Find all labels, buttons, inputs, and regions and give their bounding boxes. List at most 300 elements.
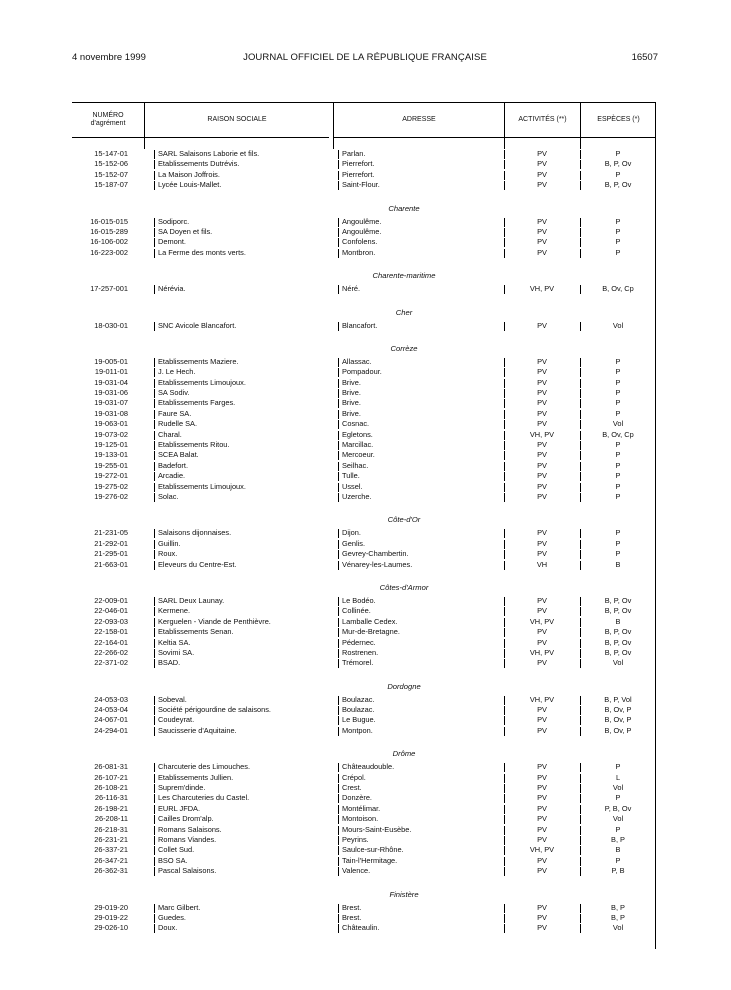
- department-heading: Charente-maritime: [372, 271, 436, 281]
- row-separator-tick: [580, 379, 581, 388]
- row-separator-tick: [154, 399, 155, 408]
- activities: PV: [537, 793, 547, 803]
- agreement-number: 19-073-02: [94, 429, 128, 439]
- activities: PV: [537, 824, 547, 834]
- agreement-number: 19-031-06: [94, 388, 128, 398]
- row-separator-tick: [580, 462, 581, 471]
- company-name: Doux.: [158, 923, 178, 933]
- address: Saulce-sur-Rhône.: [342, 845, 404, 855]
- activities: PV: [537, 419, 547, 429]
- company-name: Sodiporc.: [158, 216, 190, 226]
- row-separator-tick: [154, 561, 155, 570]
- table-row: [72, 923, 656, 933]
- species: P: [615, 538, 621, 548]
- species: P: [615, 491, 621, 501]
- row-separator-tick: [504, 607, 505, 616]
- company-name: Salaisons dijonnaises.: [158, 528, 232, 538]
- address: Confolens.: [342, 237, 378, 247]
- company-name: EURL JFDA.: [158, 803, 201, 813]
- agreement-number: 26-116-31: [94, 793, 128, 803]
- row-separator-tick: [154, 904, 155, 913]
- table-row: [72, 528, 656, 538]
- row-separator-tick: [338, 618, 339, 627]
- row-separator-tick: [154, 550, 155, 559]
- row-separator-tick: [580, 431, 581, 440]
- company-name: Kermene.: [158, 606, 191, 616]
- agreement-number: 22-093-03: [94, 616, 128, 626]
- agreement-number: 21-231-05: [94, 528, 128, 538]
- activities: PV: [537, 226, 547, 236]
- row-separator-tick: [504, 160, 505, 169]
- agreement-number: 21-295-01: [94, 549, 128, 559]
- activities: PV: [537, 460, 547, 470]
- group-spacer: [72, 736, 656, 745]
- activities: PV: [537, 528, 547, 538]
- company-name: SA Sodiv.: [158, 388, 190, 398]
- address: Cosnac.: [342, 419, 370, 429]
- activities: PV: [537, 803, 547, 813]
- table-row: [72, 357, 656, 367]
- species: P: [615, 460, 621, 470]
- address: Saint-Flour.: [342, 180, 380, 190]
- table-row: [72, 367, 656, 377]
- species: B: [615, 845, 621, 855]
- agreement-number: 15-147-01: [94, 149, 128, 158]
- row-separator-tick: [338, 399, 339, 408]
- row-separator-tick: [338, 358, 339, 367]
- company-name: Etablissements Ritou.: [158, 440, 230, 450]
- row-separator-tick: [504, 493, 505, 502]
- row-separator-tick: [504, 826, 505, 835]
- activities: PV: [537, 762, 547, 772]
- agreement-number: 22-158-01: [94, 627, 128, 637]
- address: Marcillac.: [342, 440, 374, 450]
- row-separator-tick: [580, 218, 581, 227]
- company-name: Solac.: [158, 491, 179, 501]
- row-separator-tick: [580, 628, 581, 637]
- row-separator-tick: [154, 774, 155, 783]
- row-separator-tick: [338, 472, 339, 481]
- company-name: Saucisserie d'Aquitaine.: [158, 725, 237, 735]
- table-row: [72, 856, 656, 866]
- activities: VH, PV: [529, 845, 555, 855]
- row-separator-tick: [580, 826, 581, 835]
- activities: PV: [537, 180, 547, 190]
- agreement-number: 16-015-289: [90, 226, 128, 236]
- row-separator-tick: [154, 867, 155, 876]
- address: Crépol.: [342, 772, 366, 782]
- row-separator-tick: [338, 774, 339, 783]
- column-header-raison-sociale: RAISON SOCIALE: [145, 103, 329, 138]
- row-separator-tick: [580, 441, 581, 450]
- column-header-adresse: ADRESSE: [334, 103, 504, 138]
- agreement-number: 15-187-07: [94, 180, 128, 190]
- row-separator-tick: [580, 540, 581, 549]
- species: B, Ov, Cp: [602, 429, 634, 439]
- address: Châteaulin.: [342, 923, 380, 933]
- table-row: [72, 461, 656, 471]
- table-row: [72, 648, 656, 658]
- row-separator-tick: [504, 431, 505, 440]
- row-separator-tick: [154, 597, 155, 606]
- row-separator-tick: [580, 607, 581, 616]
- activities: PV: [537, 169, 547, 179]
- company-name: Les Charcuteries du Castel.: [158, 793, 250, 803]
- column-header-numero-line2: d'agrément: [90, 120, 126, 127]
- activities: PV: [537, 814, 547, 824]
- activities: PV: [537, 923, 547, 933]
- row-separator-tick: [504, 285, 505, 294]
- company-name: Lycée Louis-Mallet.: [158, 180, 222, 190]
- company-name: La Ferme des monts verts.: [158, 247, 246, 257]
- activities: PV: [537, 902, 547, 912]
- row-separator-tick: [504, 389, 505, 398]
- row-separator-tick: [504, 322, 505, 331]
- row-separator-tick: [580, 472, 581, 481]
- agreement-number: 19-031-08: [94, 408, 128, 418]
- table-row: [72, 492, 656, 502]
- row-separator-tick: [338, 368, 339, 377]
- company-name: Charal.: [158, 429, 182, 439]
- row-separator-tick: [580, 774, 581, 783]
- department-heading: Charente: [388, 203, 420, 213]
- company-name: Nérévia.: [158, 284, 186, 294]
- agreement-number: 19-005-01: [94, 356, 128, 366]
- department-heading: Côte-d'Or: [387, 515, 421, 525]
- species: P: [615, 216, 621, 226]
- row-separator-tick: [338, 639, 339, 648]
- row-separator-tick: [338, 431, 339, 440]
- table-row: [72, 627, 656, 637]
- agreement-number: 26-231-21: [94, 834, 128, 844]
- row-separator-tick: [580, 238, 581, 247]
- table-row: [72, 638, 656, 648]
- row-separator-tick: [154, 493, 155, 502]
- table-row: [72, 658, 656, 668]
- agreement-number: 19-272-01: [94, 471, 128, 481]
- activities: PV: [537, 549, 547, 559]
- table-row: [72, 471, 656, 481]
- column-header-numero-line1: NUMÉRO: [92, 112, 124, 119]
- table-row: [72, 617, 656, 627]
- table-row: [72, 180, 656, 190]
- row-separator-tick: [580, 322, 581, 331]
- row-separator-tick: [504, 784, 505, 793]
- address: Boulazac.: [342, 705, 375, 715]
- row-separator-tick: [580, 794, 581, 803]
- species: B, Ov, Cp: [602, 284, 634, 294]
- address: Montbron.: [342, 247, 376, 257]
- row-separator-tick: [504, 727, 505, 736]
- address: Ussel.: [342, 481, 363, 491]
- activities: PV: [537, 866, 547, 876]
- company-name: Pascal Salaisons.: [158, 866, 217, 876]
- page-header: [72, 52, 658, 66]
- row-separator-tick: [338, 794, 339, 803]
- address: Pédernec.: [342, 637, 376, 647]
- row-separator-tick: [154, 659, 155, 668]
- row-separator-tick: [504, 540, 505, 549]
- row-separator-tick: [154, 794, 155, 803]
- agreement-number: 19-255-01: [94, 460, 128, 470]
- activities: PV: [537, 912, 547, 922]
- company-name: Etablissements Farges.: [158, 398, 236, 408]
- activities: PV: [537, 377, 547, 387]
- row-separator-tick: [154, 628, 155, 637]
- row-separator-tick: [580, 649, 581, 658]
- row-separator-tick: [580, 181, 581, 190]
- row-separator-tick: [338, 836, 339, 845]
- row-separator-tick: [154, 181, 155, 190]
- company-name: Cailles Drom'alp.: [158, 814, 214, 824]
- agreement-number: 16-015-015: [90, 216, 128, 226]
- row-separator-tick: [154, 784, 155, 793]
- activities: PV: [537, 834, 547, 844]
- address: Brive.: [342, 408, 361, 418]
- agreement-number: 29-019-22: [94, 912, 128, 922]
- row-separator-tick: [338, 550, 339, 559]
- row-separator-tick: [154, 924, 155, 933]
- row-separator-tick: [338, 238, 339, 247]
- species: P: [615, 169, 621, 179]
- agreement-number: 19-063-01: [94, 419, 128, 429]
- species: Vol: [612, 923, 624, 933]
- row-separator-tick: [504, 867, 505, 876]
- activities: PV: [537, 320, 547, 330]
- group-spacer: [72, 877, 656, 886]
- table-row: [72, 903, 656, 913]
- row-separator-tick: [504, 794, 505, 803]
- activities: VH: [536, 559, 548, 569]
- column-divider: [580, 103, 581, 149]
- species: B, P: [611, 912, 625, 922]
- agreement-number: 22-164-01: [94, 637, 128, 647]
- table-row: [72, 430, 656, 440]
- company-name: BSO SA.: [158, 855, 188, 865]
- row-separator-tick: [580, 410, 581, 419]
- address: Allassac.: [342, 356, 372, 366]
- row-separator-tick: [338, 659, 339, 668]
- row-separator-tick: [338, 410, 339, 419]
- activities: PV: [537, 658, 547, 668]
- species: P: [615, 481, 621, 491]
- species: B, P, Ov: [604, 606, 632, 616]
- company-name: Collet Sud.: [158, 845, 195, 855]
- table-row: [72, 388, 656, 398]
- address: Gevrey-Chambertin.: [342, 549, 409, 559]
- row-separator-tick: [504, 368, 505, 377]
- row-separator-tick: [504, 618, 505, 627]
- agreement-number: 26-107-21: [94, 772, 128, 782]
- row-separator-tick: [338, 218, 339, 227]
- table-row: [72, 793, 656, 803]
- activities: PV: [537, 440, 547, 450]
- company-name: Keltia SA.: [158, 637, 191, 647]
- table-row: [72, 560, 656, 570]
- row-separator-tick: [154, 160, 155, 169]
- company-name: Guedes.: [158, 912, 186, 922]
- row-separator-tick: [338, 914, 339, 923]
- department-heading: Cher: [395, 307, 413, 317]
- row-separator-tick: [580, 706, 581, 715]
- table-row: [72, 248, 656, 258]
- company-name: Rudelle SA.: [158, 419, 198, 429]
- address: Brive.: [342, 398, 361, 408]
- agreement-number: 17-257-001: [90, 284, 128, 294]
- species: B, P: [611, 834, 625, 844]
- row-separator-tick: [504, 836, 505, 845]
- company-name: Etablissements Maziere.: [158, 356, 239, 366]
- department-heading: Drôme: [392, 749, 416, 759]
- row-separator-tick: [504, 529, 505, 538]
- species: P: [615, 247, 621, 257]
- species: P: [615, 471, 621, 481]
- company-name: Suprem'dinde.: [158, 783, 206, 793]
- row-separator-tick: [338, 228, 339, 237]
- activities: PV: [537, 450, 547, 460]
- address: Egletons.: [342, 429, 373, 439]
- address: Montélimar.: [342, 803, 381, 813]
- address: Tulle.: [342, 471, 360, 481]
- row-separator-tick: [338, 389, 339, 398]
- row-separator-tick: [338, 727, 339, 736]
- row-separator-tick: [154, 857, 155, 866]
- row-separator-tick: [338, 826, 339, 835]
- agreement-number: 16-106-002: [90, 237, 128, 247]
- address: Uzerche.: [342, 491, 372, 501]
- species: P: [615, 408, 621, 418]
- row-separator-tick: [154, 716, 155, 725]
- row-separator-tick: [154, 914, 155, 923]
- table-row: [72, 440, 656, 450]
- agreement-number: 19-133-01: [94, 450, 128, 460]
- company-name: Etablissements Dutrévis.: [158, 159, 240, 169]
- species: P: [615, 440, 621, 450]
- address: Châteaudouble.: [342, 762, 395, 772]
- address: Boulazac.: [342, 694, 375, 704]
- activities: PV: [537, 772, 547, 782]
- journal-title: JOURNAL OFFICIEL DE LA RÉPUBLIQUE FRANÇAISE: [243, 52, 487, 63]
- row-separator-tick: [154, 639, 155, 648]
- species: B, P, Ov: [604, 595, 632, 605]
- table-row: [72, 450, 656, 460]
- activities: PV: [537, 783, 547, 793]
- agreement-number: 26-198-21: [94, 803, 128, 813]
- row-separator-tick: [338, 649, 339, 658]
- row-separator-tick: [154, 441, 155, 450]
- species: Vol: [612, 783, 624, 793]
- address: Brest.: [342, 912, 362, 922]
- row-separator-tick: [504, 914, 505, 923]
- species: P: [615, 149, 621, 158]
- row-separator-tick: [580, 618, 581, 627]
- page-number: 16507: [631, 52, 658, 63]
- activities: PV: [537, 637, 547, 647]
- table-row: [72, 217, 656, 227]
- address: Mours-Saint-Eusèbe.: [342, 824, 412, 834]
- row-separator-tick: [338, 867, 339, 876]
- row-separator-tick: [154, 483, 155, 492]
- row-separator-tick: [580, 368, 581, 377]
- row-separator-tick: [154, 696, 155, 705]
- row-separator-tick: [154, 540, 155, 549]
- department-heading: Finistère: [389, 889, 419, 899]
- row-separator-tick: [580, 483, 581, 492]
- row-separator-tick: [504, 706, 505, 715]
- species: P, B, Ov: [604, 803, 632, 813]
- company-name: Etablissements Limoujoux.: [158, 481, 246, 491]
- activities: PV: [537, 538, 547, 548]
- address: Peyrins.: [342, 834, 369, 844]
- row-separator-tick: [580, 358, 581, 367]
- column-header-especes: ESPÈCES (*): [581, 103, 656, 138]
- activities: PV: [537, 367, 547, 377]
- row-separator-tick: [504, 410, 505, 419]
- row-separator-tick: [580, 763, 581, 772]
- row-separator-tick: [580, 659, 581, 668]
- row-separator-tick: [504, 218, 505, 227]
- address: Pompadour.: [342, 367, 382, 377]
- address: Brive.: [342, 388, 361, 398]
- activities: VH, PV: [529, 647, 555, 657]
- company-name: Badefort.: [158, 460, 188, 470]
- company-name: J. Le Hech.: [158, 367, 196, 377]
- row-separator-tick: [338, 815, 339, 824]
- agreement-number: 18-030-01: [94, 320, 128, 330]
- row-separator-tick: [504, 763, 505, 772]
- activities: PV: [537, 247, 547, 257]
- table-row: [72, 149, 656, 159]
- table-row: [72, 814, 656, 824]
- row-separator-tick: [504, 628, 505, 637]
- row-separator-tick: [504, 716, 505, 725]
- row-separator-tick: [154, 218, 155, 227]
- company-name: Sovimi SA.: [158, 647, 195, 657]
- address: Mur-de-Bretagne.: [342, 627, 400, 637]
- address: Blancafort.: [342, 320, 378, 330]
- agreement-number: 19-275-02: [94, 481, 128, 491]
- row-separator-tick: [504, 472, 505, 481]
- table-row: [72, 549, 656, 559]
- activities: PV: [537, 705, 547, 715]
- species: P: [615, 367, 621, 377]
- row-separator-tick: [504, 805, 505, 814]
- table-row: [72, 409, 656, 419]
- company-name: Romans Viandes.: [158, 834, 217, 844]
- activities: PV: [537, 855, 547, 865]
- row-separator-tick: [580, 171, 581, 180]
- row-separator-tick: [338, 181, 339, 190]
- table-row: [72, 726, 656, 736]
- row-separator-tick: [580, 597, 581, 606]
- agreement-number: 22-046-01: [94, 606, 128, 616]
- address: Lamballe Cedex.: [342, 616, 398, 626]
- agreement-number: 22-266-02: [94, 647, 128, 657]
- agreement-number: 19-011-01: [94, 367, 128, 377]
- department-heading: Côtes-d'Armor: [379, 582, 429, 592]
- row-separator-tick: [504, 150, 505, 159]
- group-spacer: [72, 191, 656, 200]
- table-row: [72, 695, 656, 705]
- row-separator-tick: [580, 716, 581, 725]
- row-separator-tick: [580, 150, 581, 159]
- row-separator-tick: [154, 727, 155, 736]
- row-separator-tick: [154, 285, 155, 294]
- row-separator-tick: [338, 857, 339, 866]
- row-separator-tick: [580, 805, 581, 814]
- row-separator-tick: [504, 597, 505, 606]
- company-name: SA Doyen et fils.: [158, 226, 213, 236]
